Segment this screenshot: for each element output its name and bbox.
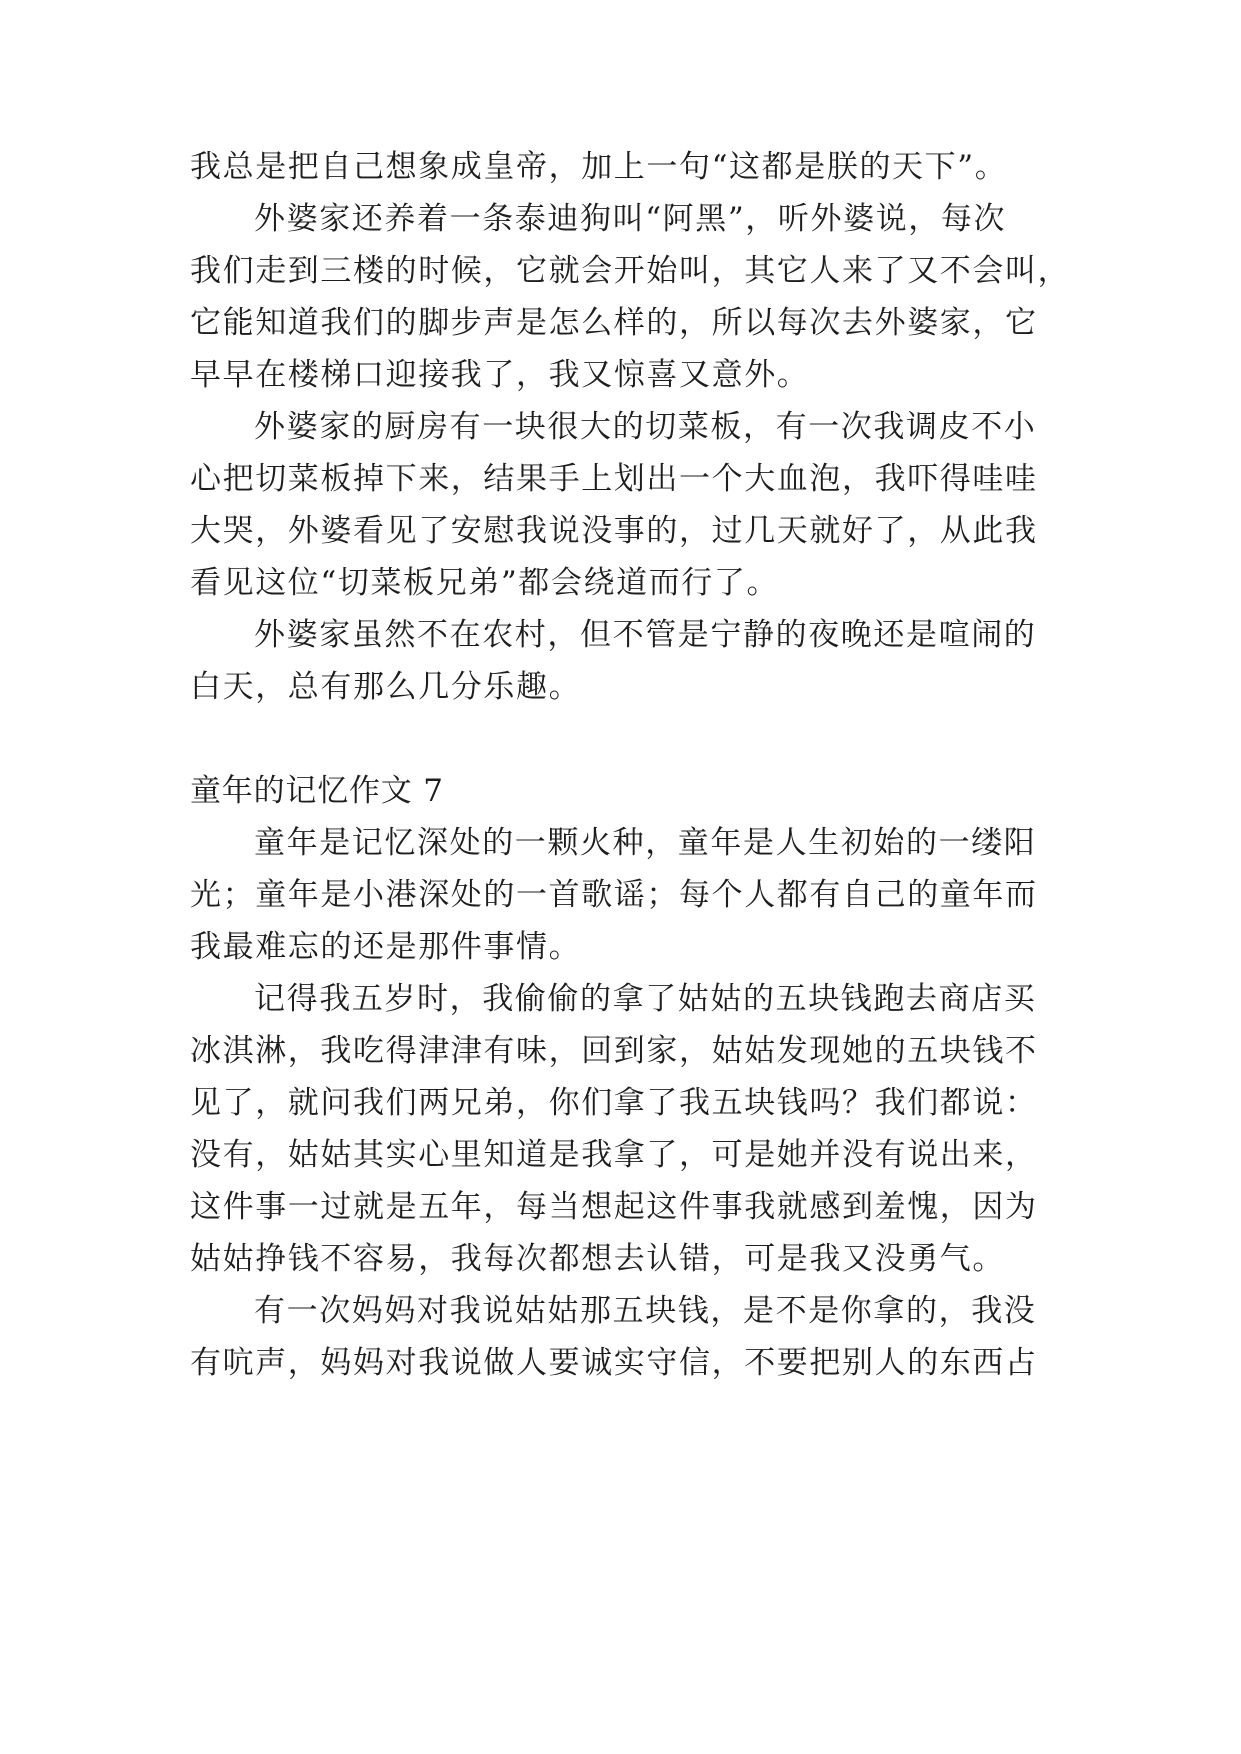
text-line: 冰淇淋，我吃得津津有味，回到家，姑姑发现她的五块钱不 — [190, 1033, 1038, 1069]
text-line: 外婆家还养着一条泰迪狗叫“阿黑”，听外婆说，每次 — [254, 201, 1007, 237]
text-line: 见了，就问我们两兄弟，你们拿了我五块钱吗？我们都说： — [190, 1085, 1038, 1121]
text-line: 有一次妈妈对我说姑姑那五块钱，是不是你拿的，我没 — [254, 1293, 1037, 1329]
text-line: 有吭声，妈妈对我说做人要诚实守信，不要把别人的东西占 — [190, 1345, 1038, 1381]
text-line: 记得我五岁时，我偷偷的拿了姑姑的五块钱跑去商店买 — [254, 981, 1037, 1017]
text-line: 我们走到三楼的时候，它就会开始叫，其它人来了又不会叫， — [190, 253, 1070, 289]
text-line: 外婆家虽然不在农村，但不管是宁静的夜晚还是喧闹的 — [254, 617, 1037, 653]
section-title: 童年的记忆作文 7 — [190, 773, 444, 809]
text-line: 白天，总有那么几分乐趣。 — [190, 669, 582, 705]
text-line: 童年是记忆深处的一颗火种，童年是人生初始的一缕阳 — [254, 825, 1037, 861]
text-line: 姑姑挣钱不容易，我每次都想去认错，可是我又没勇气。 — [190, 1241, 1005, 1277]
text-line: 早早在楼梯口迎接我了，我又惊喜又意外。 — [190, 357, 810, 393]
text-line: 看见这位“切菜板兄弟”都会绕道而行了。 — [190, 565, 780, 601]
text-line: 它能知道我们的脚步声是怎么样的，所以每次去外婆家，它 — [190, 305, 1038, 341]
text-line: 没有，姑姑其实心里知道是我拿了，可是她并没有说出来， — [190, 1137, 1038, 1173]
text-line: 外婆家的厨房有一块很大的切菜板，有一次我调皮不小 — [254, 409, 1037, 445]
text-line: 这件事一过就是五年，每当想起这件事我就感到羞愧，因为 — [190, 1189, 1038, 1225]
text-line: 我总是把自己想象成皇帝，加上一句“这都是朕的天下”。 — [190, 149, 1008, 185]
text-line: 大哭，外婆看见了安慰我说没事的，过几天就好了，从此我 — [190, 513, 1038, 549]
text-line: 心把切菜板掉下来，结果手上划出一个大血泡，我吓得哇哇 — [190, 461, 1038, 497]
text-line: 光；童年是小港深处的一首歌谣；每个人都有自己的童年而 — [190, 877, 1038, 913]
text-line: 我最难忘的还是那件事情。 — [190, 929, 582, 965]
